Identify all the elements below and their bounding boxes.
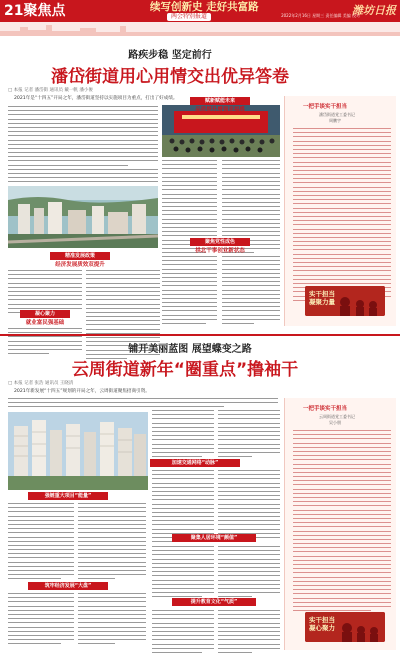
- story2-col4-text-c: [218, 546, 280, 600]
- story2-lead-text: [8, 398, 278, 411]
- story1-headline: 潘岱街道用心用情交出优异答卷: [51, 67, 289, 87]
- sidebar-1-name: 周鹏宇: [329, 118, 341, 123]
- sidebar-2-role: 云周街道党工委书记: [319, 414, 355, 419]
- story2-col4-text-d: [218, 610, 280, 656]
- masthead-date-line: 2022年2月16日 星期三 责任编辑 美编 校对: [281, 13, 360, 18]
- story1-section-sub-5: 拱北干事创业新状态: [195, 248, 245, 254]
- story1-byline: □ 本报 记者 潘岱街 通讯员 戴一帆 潘小俊: [8, 88, 93, 93]
- story2-col1-text-c: [8, 593, 74, 647]
- story1-section-sub-1: 品质提升增强幸福感: [195, 107, 245, 113]
- story2-col3-text-c: [152, 546, 214, 600]
- story2-col2-text-b: [78, 503, 146, 583]
- story2-col3-text-d: [152, 610, 214, 656]
- story2-city-photo: [8, 412, 148, 490]
- story2-section-tag-2: 强链重大项目“能量”: [28, 492, 108, 500]
- story1-section-tag-3: 凝心聚力: [20, 310, 70, 318]
- special-report-badge: 两会特别报道: [167, 13, 211, 21]
- story2-section-tag-3: 聚集人居环境“颜值”: [172, 534, 256, 542]
- story2-section-tag-4: 筑牢经济发展“大盘”: [28, 582, 108, 590]
- story2-col2-text-a: [152, 410, 214, 460]
- masthead-slogan: 续写创新史 走好共富路: [150, 1, 259, 13]
- story-divider: [0, 334, 400, 336]
- sidebar-1: [284, 96, 396, 326]
- story1-section-tag-5: 聚焦党性成色: [190, 238, 250, 246]
- skyline-decoration: [0, 22, 400, 36]
- story1-section-tag-1: 赋新赋能未来: [190, 97, 250, 105]
- sidebar-1-text: [293, 128, 391, 304]
- sidebar-2: [284, 398, 396, 650]
- story2-col3-text-a: [218, 410, 280, 460]
- sidebar-1-stamp: [305, 286, 385, 316]
- sidebar-2-name: 吴小朋: [329, 420, 341, 425]
- story1-section-sub-2: 经济发展质效双提升: [55, 262, 105, 268]
- masthead: [0, 0, 400, 22]
- story2-col2-text-c: [78, 593, 146, 647]
- sidebar-2-title: 一把手谈实干担当: [303, 406, 348, 412]
- story2-headline: 云周街道新年“圈重点”撸袖干: [71, 360, 299, 380]
- sidebar-2-stamp-text: 实干担当 凝心聚力: [309, 616, 335, 632]
- sidebar-1-stamp-text: 实干担当 凝聚力量: [309, 290, 335, 306]
- page-number: 21聚焦点: [4, 3, 66, 19]
- story1-section-tag-2: 精准发展政策: [50, 252, 110, 260]
- sidebar-2-stamp: [305, 612, 385, 642]
- story1-kicker: 路疾步稳 坚定前行: [128, 50, 212, 61]
- newspaper-logo: 潍坊日报: [352, 4, 396, 17]
- story2-section-tag-5: 提升教育文化“气质”: [172, 598, 256, 606]
- story2-kicker: 铺开美丽蓝图 展望蝶变之路: [128, 344, 252, 355]
- story1-col2-text-c: [162, 256, 217, 327]
- story1-aerial-photo: [8, 186, 158, 248]
- story1-lead: 2021年是“十四五”开局之年，潘岱街道坚持以实施项目为重点，打出了好成绩。: [14, 96, 178, 101]
- sidebar-2-text: [293, 430, 391, 614]
- story2-col1-text-b: [8, 503, 74, 583]
- sidebar-1-title: 一把手谈实干担当: [303, 104, 348, 110]
- story2-lead: 2021年新发展“十四五”规划的开局之年，云周街道聚焦招商引资。: [14, 389, 150, 394]
- story1-section-sub-3: 就业富民强基础: [25, 320, 65, 326]
- story1-col3-text-c: [222, 256, 280, 327]
- sidebar-1-role: 潘岱街道党工委书记: [319, 112, 355, 117]
- story2-section-tag-1: 加速交通网络“动脉”: [150, 459, 240, 467]
- story2-byline: □ 本报 记者 张浩 通讯员 王晓清: [8, 381, 74, 386]
